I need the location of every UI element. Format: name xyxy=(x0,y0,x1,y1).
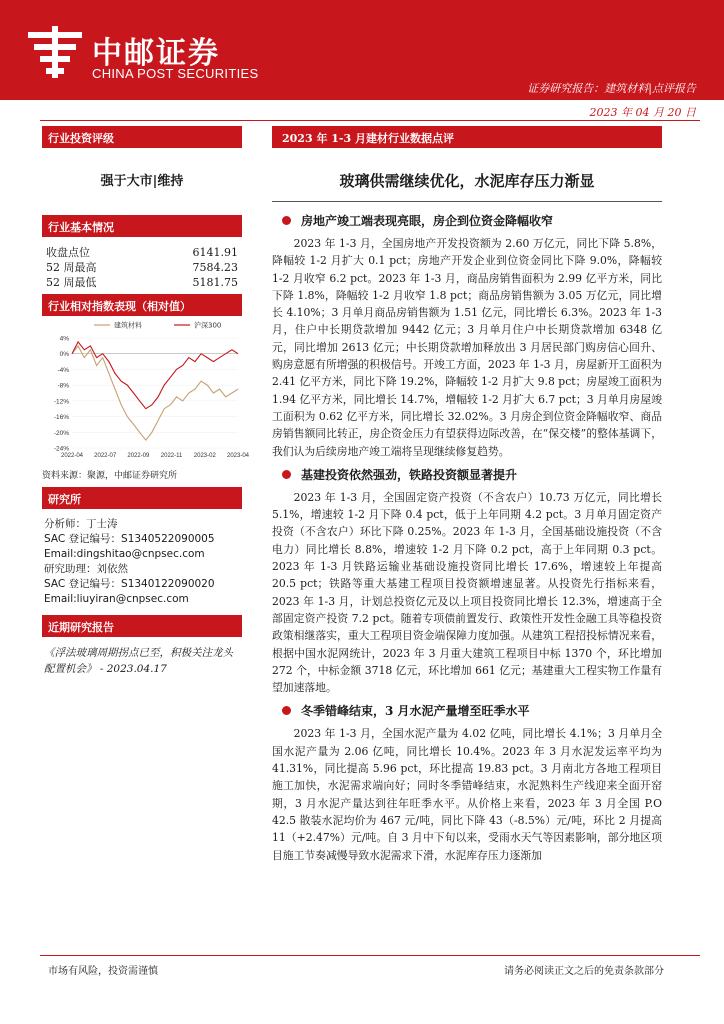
bullet-icon xyxy=(282,470,291,479)
stat-row xyxy=(46,260,238,275)
analyst-line: 分析师：丁士涛 xyxy=(44,518,118,530)
analyst-info xyxy=(44,517,240,607)
basics-heading: 行业基本情况 xyxy=(42,215,242,237)
chart-x-tick-label: 2022-07 xyxy=(94,453,117,459)
stat-label: 52 周最低 xyxy=(46,276,97,289)
chart-y-tick-label: -24% xyxy=(53,445,69,453)
chart-y-tick-label: -20% xyxy=(53,429,69,437)
chart-y-tick-label: 0% xyxy=(59,351,69,359)
chart-source: 资料来源：聚源，中邮证券研究所 xyxy=(42,471,178,481)
footer-disclaimer: 请务必阅读正文之后的免责条款部分 xyxy=(504,966,664,977)
section-paragraph: 2023 年 1-3 月，全国水泥产量为 4.02 亿吨，同比增长 4.1%；3 月单月全国水泥产量为 2.06 亿吨，同比增长 10.4%。2023 年 3 月水泥发运率平均为 41.31%，同比提高 5.96 pct，环比提高 19.83 pct。3 月南北方各地工程项目施工加快，水泥需求端向好；同时冬季错峰结束，水泥熟料生产线迎来全面开窑期，3 月水泥产量达到往年旺季水平。从价格上来看，2023 年 3 月全国 P.O 42.5 散装水泥均价为 467 元/吨，同比下降 43（-8.5%）元/吨，环比 2 月提高 11（+2.47%）元/吨。自 3 月中下旬以来，受雨水天气等因素影响，部分地区项目施工节奏减慢导致水泥需求下滑，水泥库存压力逐渐加 xyxy=(272,727,662,862)
section-heading-text: 基建投资依然强劲，铁路投资额显著提升 xyxy=(301,467,518,482)
chart-y-tick-label: -4% xyxy=(57,366,69,374)
analyst-line: SAC 登记编号：S1340122090020 xyxy=(44,578,215,590)
stat-value: 5181.75 xyxy=(192,276,238,289)
bullet-icon xyxy=(282,706,291,715)
chart-x-tick-label: 2022-11 xyxy=(160,453,183,459)
section-heading xyxy=(272,702,662,719)
chart-y-tick-label: -16% xyxy=(53,414,69,422)
chart-y-tick-label: 4% xyxy=(59,335,69,343)
chart-series-line xyxy=(72,346,238,440)
section-heading xyxy=(272,466,662,483)
industry-rating: 强于大市|维持 xyxy=(100,174,184,189)
bullet-icon xyxy=(282,216,291,225)
brand-name-cn: 中邮证券 xyxy=(92,36,220,71)
stat-label: 收盘点位 xyxy=(46,246,90,259)
china-post-logo-icon xyxy=(28,26,82,78)
analyst-email[interactable]: Email:dingshitao@cnpsec.com xyxy=(44,548,205,560)
report-type: 证券研究报告：建筑材料|点评报告 xyxy=(527,82,696,95)
footer-divider xyxy=(40,955,700,956)
analyst-line: SAC 登记编号：S1340522090005 xyxy=(44,533,215,545)
header-divider xyxy=(40,120,700,121)
chart-series-line xyxy=(72,342,238,409)
chart-legend-label: 建筑材料 xyxy=(114,321,142,330)
section-heading xyxy=(272,212,662,229)
chart-y-tick-label: -8% xyxy=(57,382,69,390)
recent-report-link[interactable]: 《浮法玻璃周期拐点已至，积极关注龙头配置机会》 - 2023.04.17 xyxy=(44,647,233,675)
chart-x-tick-label: 2022-04 xyxy=(60,453,84,459)
relative-index-chart xyxy=(42,316,250,466)
stat-value: 7584.23 xyxy=(192,261,238,274)
chart-x-tick-label: 2022-09 xyxy=(127,453,150,459)
stats-table xyxy=(46,245,238,290)
section-heading-text: 冬季错峰结束，3 月水泥产量增至旺季水平 xyxy=(301,704,530,719)
report-title-bar: 2023 年 1-3 月建材行业数据点评 xyxy=(272,126,662,148)
sidebar xyxy=(42,126,250,685)
chart-y-tick-label: -12% xyxy=(53,398,69,406)
footer-risk-note: 市场有风险，投资需谨慎 xyxy=(48,966,158,977)
chart-x-tick-label: 2023-02 xyxy=(193,453,216,459)
chart-legend-label: 沪深300 xyxy=(194,321,222,330)
section-paragraph: 2023 年 1-3 月，全国固定资产投资（不含农户）10.73 万亿元，同比增长 5.1%，增速较 1-2 月下降 0.4 pct，低于上年同期 4.2 pct。3 月单月固定资产投资（不含农户）环比下降 0.25%。2023 年 1-3 月，全国基础设施投资（不含电力）同比增长 8.8%，增速较 1-2 月下降 0.2 pct，高于上年同期 0.3 pct。2023 年 1-3 月铁路运输业基础设施投资同比增长 17.6%，增速较上年提高 20.5 pct；铁路等重大基建工程项目投资额增速显著。从投资先行指标来看，2023 年 1-3 月，计划总投资亿元及以上项目投资同比增长 12.3%，增速高于全部固定资产投资 7.2 pct。随着专项债前置发行、政策性开发性金融工具等稳投资政策相继落实，重大工程项目资金端保障力度加强。从建筑工程招投标情况来看，根据中国水泥网统计，2023 年 3 月重大建筑工程项目中标 1370 个，环比增加 272 个，中标金额 3718 亿元，环比增加 661 亿元；基建重大工程实物工作量有望加速落地。 xyxy=(272,490,662,695)
report-subtitle: 玻璃供需继续优化，水泥库存压力渐显 xyxy=(339,172,595,190)
report-date: 2023 年 04 月 20 日 xyxy=(589,106,696,119)
stat-value: 6141.91 xyxy=(192,246,238,259)
section-heading-text: 房地产竣工端表现亮眼，房企到位资金降幅收窄 xyxy=(301,214,554,228)
section-paragraph: 2023 年 1-3 月，全国房地产开发投资额为 2.60 万亿元，同比下降 5.8%，降幅较 1-2 月扩大 0.1 pct；房地产开发企业到位资金同比下降 9.0%，降幅较 1-2 月收窄 6.2 pct。2023 年 1-3 月，商品房销售面积为 2.99 亿平方米，同比下降 1.8%，降幅较 1-2 月收窄 1.8 pct；商品房销售额为 3.05 万亿元，同比增长 4.10%；3 月单月商品房销售额为 1.51 亿元，同比增长 6.3%。2023 年 1-3 月，住户中长期贷款增加 9442 亿元；3 月单月住户中长期贷款增加 6348 亿元，同比增加 2613 亿元；中长期贷款增加释放出 3 月居民部门购房信心回升、购房意愿有所增强的积极信号。开竣工方面，2023 年 1-3 月，房屋新开工面积为 2.41 亿平方米，同比下降 19.2%，降幅较 1-2 月扩大 9.8 pct；房屋竣工面积为 1.94 亿平方米，同比增长 14.7%，增幅较 1-2 月扩大 6.7 pct；3 月单月房屋竣工面积为 0.62 亿平方米，同比增长 32.02%。3 月房企到位资金降幅收窄、商品房销售额同比转正，房企资金压力有望获得边际改善，在“保交楼”的整体基调下，我们认为后续房地产竣工端将呈现继续修复趋势。 xyxy=(272,237,662,458)
analyst-email[interactable]: Email:liuyiran@cnpsec.com xyxy=(44,593,189,605)
analyst-line: 研究助理：刘依然 xyxy=(44,563,128,575)
subtitle-divider xyxy=(272,201,662,202)
rating-heading: 行业投资评级 xyxy=(42,126,242,148)
chart-svg xyxy=(42,316,250,466)
chart-x-tick-label: 2023-04 xyxy=(226,453,250,459)
brand-name-en: CHINA POST SECURITIES xyxy=(92,66,259,81)
stat-label: 52 周最高 xyxy=(46,261,97,274)
stat-row xyxy=(46,275,238,290)
chart-heading: 行业相对指数表现（相对值） xyxy=(42,294,242,316)
recent-heading: 近期研究报告 xyxy=(42,615,242,637)
stat-row xyxy=(46,245,238,260)
research-heading: 研究所 xyxy=(42,487,242,509)
main-content xyxy=(272,126,662,870)
